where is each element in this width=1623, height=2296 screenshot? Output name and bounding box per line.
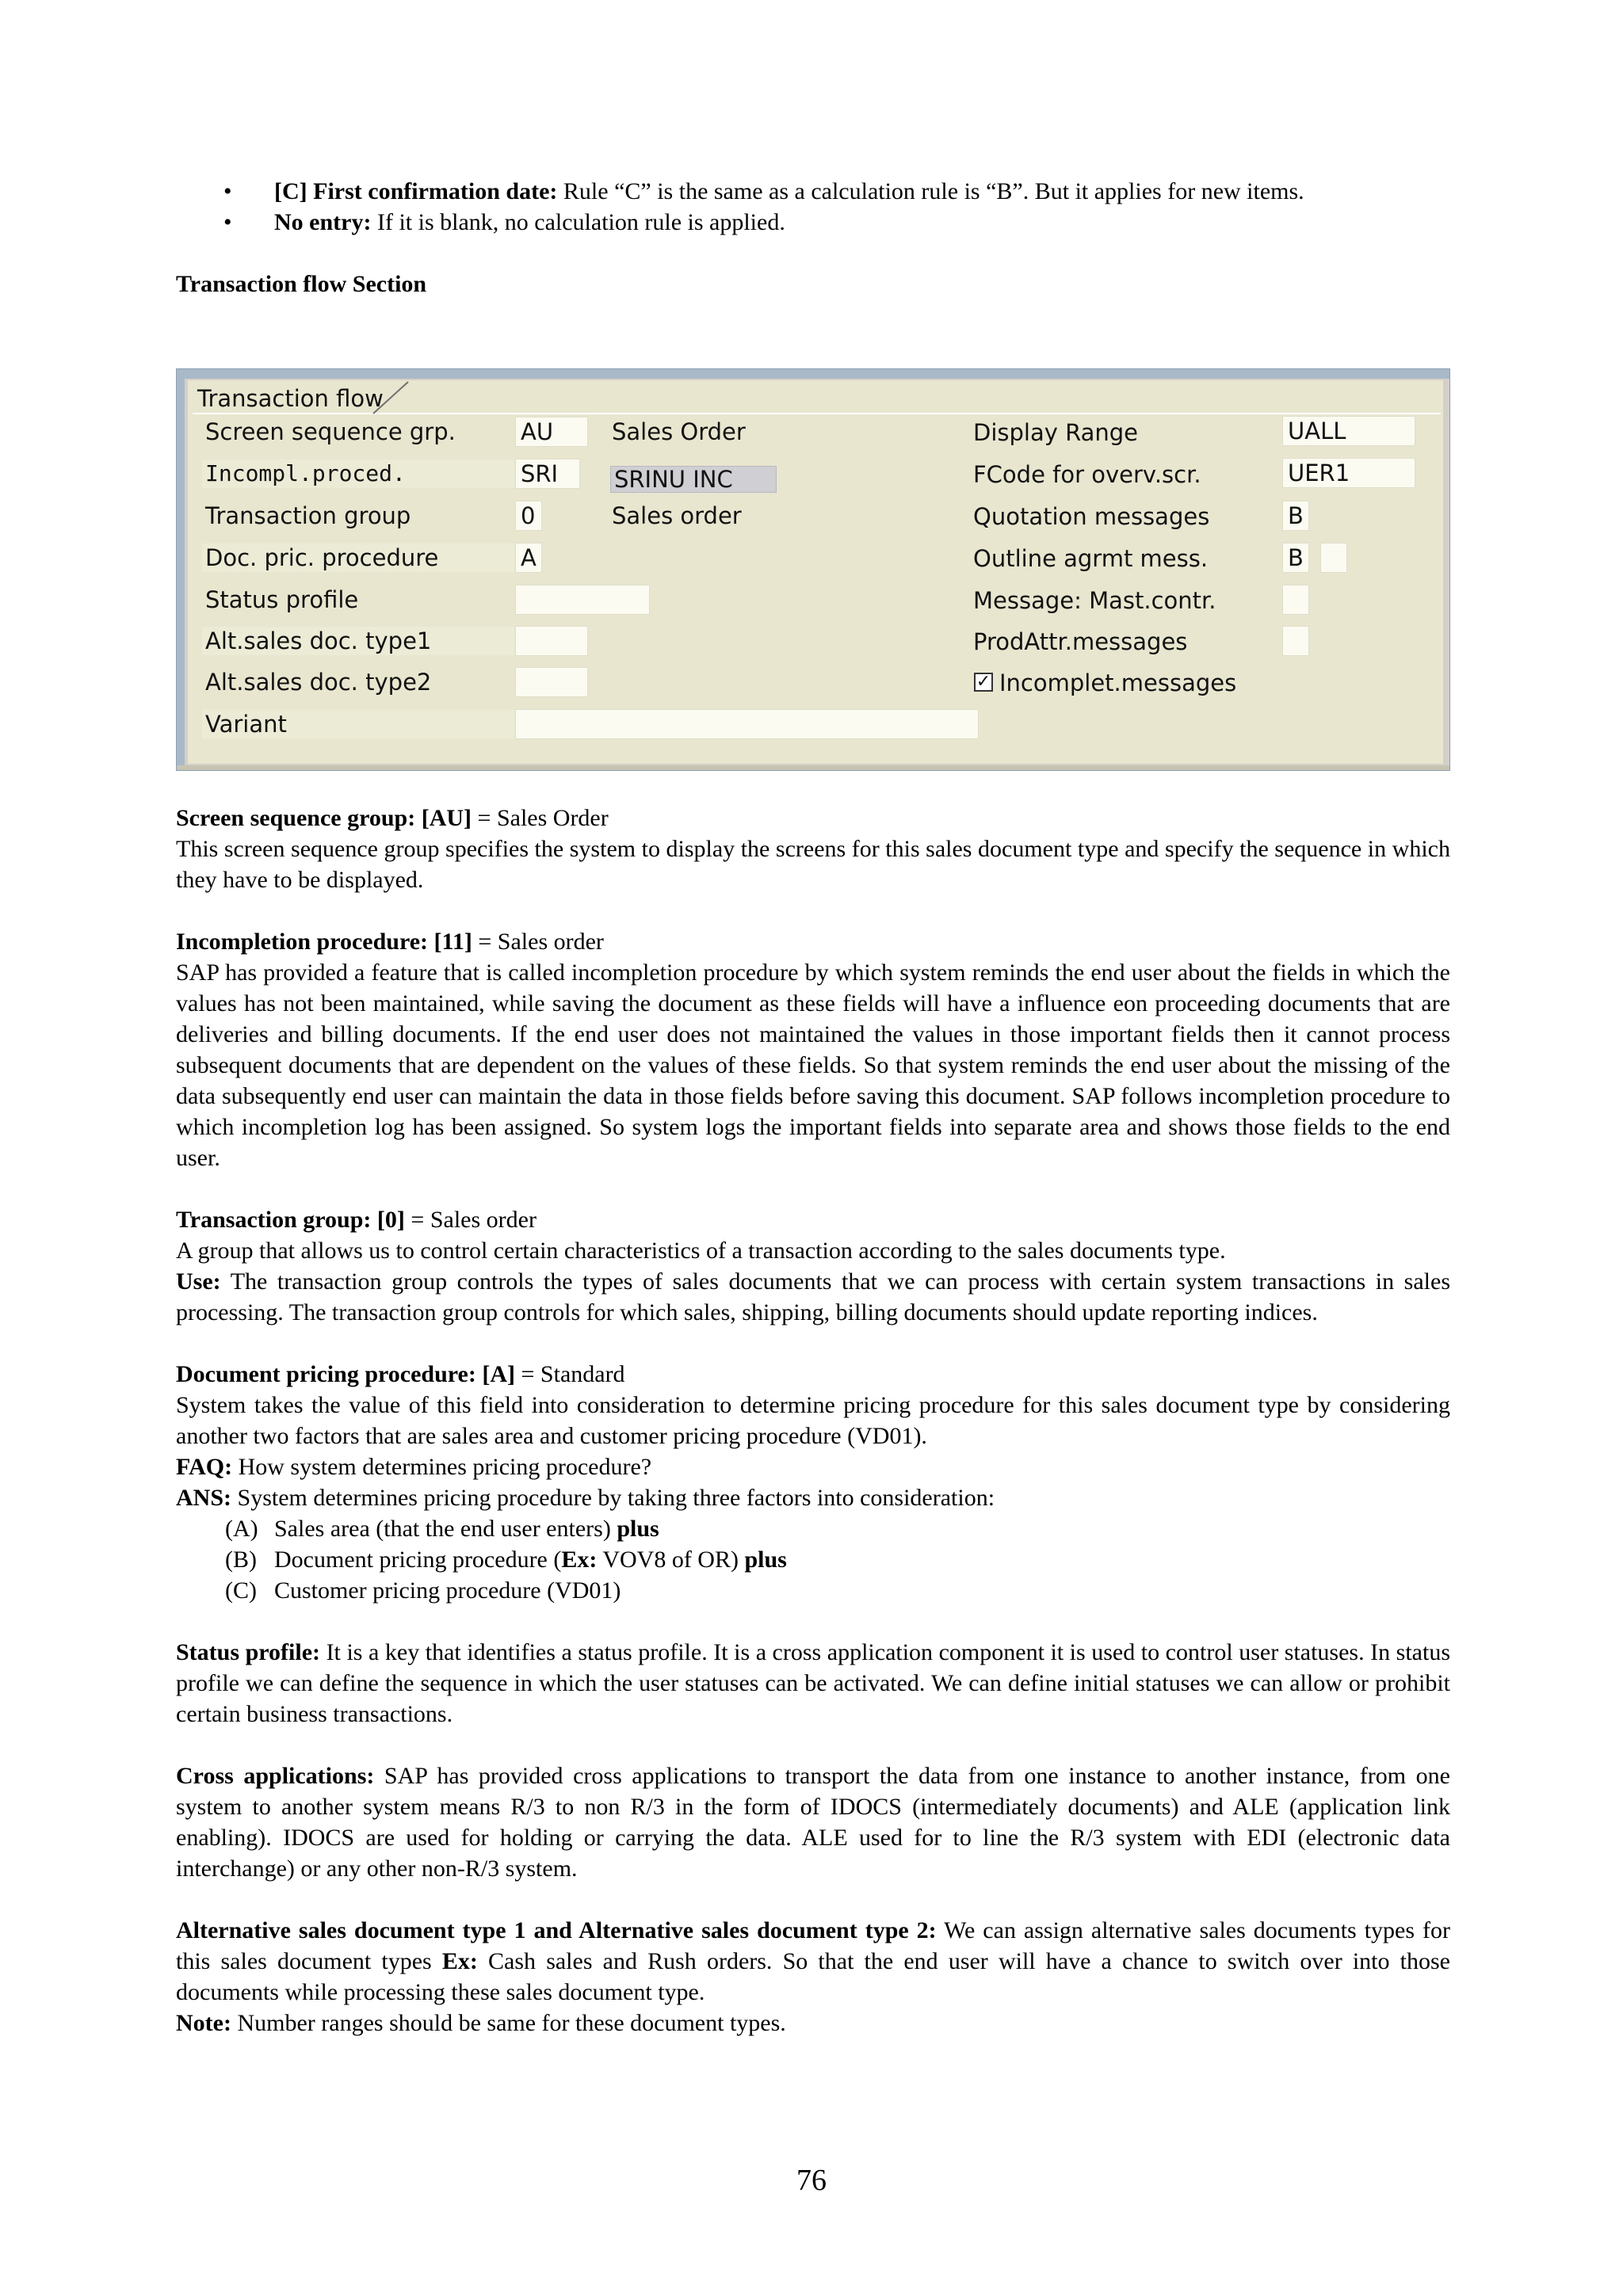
ca-text: SAP has provided cross applications to transport the data from one instance to another instance, from one system to another system means R/3 to non R/3 in the form of IDOCS (intermediately documents) and ALE (application link enabling). IDOCS are used for holding or carrying the data. ALE used for to line the R/3 system with EDI (electronic data interchange) or any other non-R/3 system. <box>176 1763 1450 1882</box>
alt-text-2: Cash sales and Rush orders. So that the end user will have a chance to switch over into those documents while processing these sales document type. <box>176 1948 1450 2005</box>
alt-para <box>176 1915 1450 2008</box>
bullet-item <box>176 176 1450 207</box>
message-mast-contr-field[interactable] <box>1282 585 1309 615</box>
bullet-text: If it is blank, no calculation rule is applied. <box>371 209 785 235</box>
alt-term: Alternative sales document type 1 and Alternative sales document type 2: <box>176 1917 937 1943</box>
dpp-heading <box>176 1359 1450 1390</box>
faq-line <box>176 1451 1450 1482</box>
quotation-messages-field[interactable]: B <box>1282 501 1309 531</box>
label-incomplet-messages: Incomplet.messages <box>999 669 1237 696</box>
ans-term: ANS: <box>176 1485 232 1511</box>
label-transaction-group: Transaction group <box>202 502 514 530</box>
inc-heading <box>176 926 1450 957</box>
label-quotation-messages: Quotation messages <box>973 503 1210 530</box>
variant-field[interactable] <box>515 709 979 739</box>
page-body <box>176 176 1450 299</box>
ssg-heading-value: = Sales Order <box>472 805 609 831</box>
transaction-group-field[interactable]: 0 <box>515 501 542 531</box>
window-border-bottom <box>177 765 1449 770</box>
label-prodattr-messages: ProdAttr.messages <box>973 628 1188 655</box>
ans-list <box>176 1513 1450 1606</box>
note-text: Number ranges should be same for these document types. <box>231 2010 786 2036</box>
dpp-body: System takes the value of this field into consideration to determine pricing procedure for this sales document type by considering another two factors that are sales area and customer pricing procedure (VD01). <box>176 1392 1450 1449</box>
list-text: Sales area (that the end user enters) <box>274 1516 617 1542</box>
window-border-left <box>177 369 185 770</box>
ans-line <box>176 1482 1450 1513</box>
alt-sales-doc-type2-field[interactable] <box>515 667 588 697</box>
fcode-overv-scr-field[interactable]: UER1 <box>1282 458 1415 488</box>
note-para <box>176 2008 1450 2039</box>
tab-slant-icon <box>372 380 410 415</box>
label-outline-agrmt-mess: Outline agrmt mess. <box>973 545 1209 572</box>
label-incompl-proced: Incompl.proced. <box>202 460 514 488</box>
list-text: Customer pricing procedure (VD01) <box>274 1577 621 1604</box>
tg-heading <box>176 1204 1450 1235</box>
bullet-item <box>176 207 1450 238</box>
display-range-field[interactable]: UALL <box>1282 416 1415 446</box>
bullet-list <box>176 176 1450 238</box>
dpp-heading-value: = Standard <box>515 1361 625 1387</box>
label-status-profile: Status profile <box>202 585 514 614</box>
sp-para <box>176 1637 1450 1730</box>
ssg-heading-term: Screen sequence group: [AU] <box>176 805 472 831</box>
faq-term: FAQ: <box>176 1454 233 1480</box>
list-item <box>176 1513 1450 1544</box>
list-item <box>176 1575 1450 1606</box>
bullet-text: Rule “C” is the same as a calculation rule is “B”. But it applies for new items. <box>557 178 1304 204</box>
bullet-term: [C] First confirmation date: <box>274 178 558 204</box>
inc-heading-value: = Sales order <box>472 929 604 955</box>
outline-agrmt-extra-field[interactable] <box>1320 543 1347 573</box>
page-number: 76 <box>796 2164 827 2197</box>
list-text: Document pricing procedure ( <box>274 1547 562 1573</box>
incomplet-messages-checkbox[interactable]: ✓ <box>974 673 993 692</box>
label-message-mast-contr: Message: Mast.contr. <box>973 587 1216 614</box>
inc-heading-term: Incompletion procedure: [11] <box>176 929 472 955</box>
list-bold-2: plus <box>744 1547 787 1573</box>
page-body-lower <box>176 803 1450 2039</box>
bullet-term: No entry: <box>274 209 372 235</box>
alt-sales-doc-type1-field[interactable] <box>515 626 588 656</box>
label-variant: Variant <box>202 710 514 738</box>
list-letter: (C) <box>225 1577 257 1604</box>
tg-heading-term: Transaction group: [0] <box>176 1207 405 1233</box>
incompl-proced-field[interactable]: SRI <box>515 459 580 489</box>
sp-term: Status profile: <box>176 1639 321 1665</box>
inc-body: SAP has provided a feature that is called incompletion procedure by which system reminds the end user about the fields in which the values has not been maintained, while saving the document as these fields will have a influence eon proceeding documents that are deliveries and billing documents. If the end user does not maintained the values in those important fields then it cannot process subsequent documents that are dependent on the values of these fields. So that system reminds the end user about the missing of the data subsequently end user can maintain the data in those fields before saving this document. SAP follows incompletion procedure to which incompletion log has been assigned. So system logs the important fields into separate area and shows those fields to the end user. <box>176 959 1450 1171</box>
label-alt-sales-doc-type2: Alt.sales doc. type2 <box>202 668 514 696</box>
alt-ex-term: Ex: <box>441 1948 478 1974</box>
list-bold: Ex: <box>561 1547 598 1573</box>
sap-transaction-flow-screenshot <box>176 368 1450 771</box>
section-title: Transaction flow Section <box>176 271 427 297</box>
outline-agrmt-mess-field[interactable]: B <box>1282 543 1309 573</box>
tg-body: A group that allows us to control certain characteristics of a transaction according to the sales documents type. <box>176 1238 1226 1264</box>
list-item <box>176 1544 1450 1575</box>
label-screen-sequence-grp: Screen sequence grp. <box>202 418 514 446</box>
screen-sequence-grp-field[interactable]: AU <box>515 417 588 447</box>
transaction-group-description: Sales order <box>612 502 742 529</box>
list-bold: plus <box>617 1516 659 1542</box>
ans-text: System determines pricing procedure by taking three factors into consideration: <box>231 1485 995 1511</box>
prodattr-messages-field[interactable] <box>1282 626 1309 656</box>
list-text-mid: VOV8 of OR) <box>597 1547 745 1573</box>
tg-use-term: Use: <box>176 1268 221 1295</box>
doc-pric-procedure-field[interactable]: A <box>515 543 542 573</box>
label-alt-sales-doc-type1: Alt.sales doc. type1 <box>202 627 514 655</box>
tg-use-text: The transaction group controls the types of sales documents that we can process with certain system transactions in sales processing. The transaction group controls for which sales, shipping, billing documents should update reporting indices. <box>176 1268 1450 1325</box>
ca-term: Cross applications: <box>176 1763 375 1789</box>
list-letter: (A) <box>225 1516 258 1542</box>
tg-use <box>176 1266 1450 1328</box>
window-border-top <box>177 369 1449 379</box>
label-display-range: Display Range <box>973 419 1139 446</box>
note-term: Note: <box>176 2010 231 2036</box>
tg-heading-value: = Sales order <box>404 1207 537 1233</box>
alt-text-1: We can assign alternative sales documents types for this sales document types <box>176 1917 1450 1974</box>
label-doc-pric-procedure: Doc. pric. procedure <box>202 543 514 572</box>
dpp-heading-term: Document pricing procedure: [A] <box>176 1361 515 1387</box>
faq-text: How system determines pricing procedure? <box>232 1454 652 1480</box>
group-tab-label: Transaction flow <box>197 385 384 412</box>
ssg-heading <box>176 803 1450 833</box>
ca-para <box>176 1760 1450 1884</box>
ssg-body: This screen sequence group specifies the system to display the screens for this sales document type and specify the sequence in which they have to be displayed. <box>176 836 1450 893</box>
incompl-proced-description: SRINU INC <box>610 466 777 493</box>
screen-sequence-description: Sales Order <box>612 418 746 445</box>
list-letter: (B) <box>225 1547 257 1573</box>
status-profile-field[interactable] <box>515 585 650 615</box>
sp-text: It is a key that identifies a status profile. It is a cross application component it is used to control user statuses. In status profile we can define the sequence in which the user statuses can be activated. We can define initial statuses we can allow or prohibit certain business transactions. <box>176 1639 1450 1727</box>
label-fcode-overv-scr: FCode for overv.scr. <box>973 461 1201 488</box>
